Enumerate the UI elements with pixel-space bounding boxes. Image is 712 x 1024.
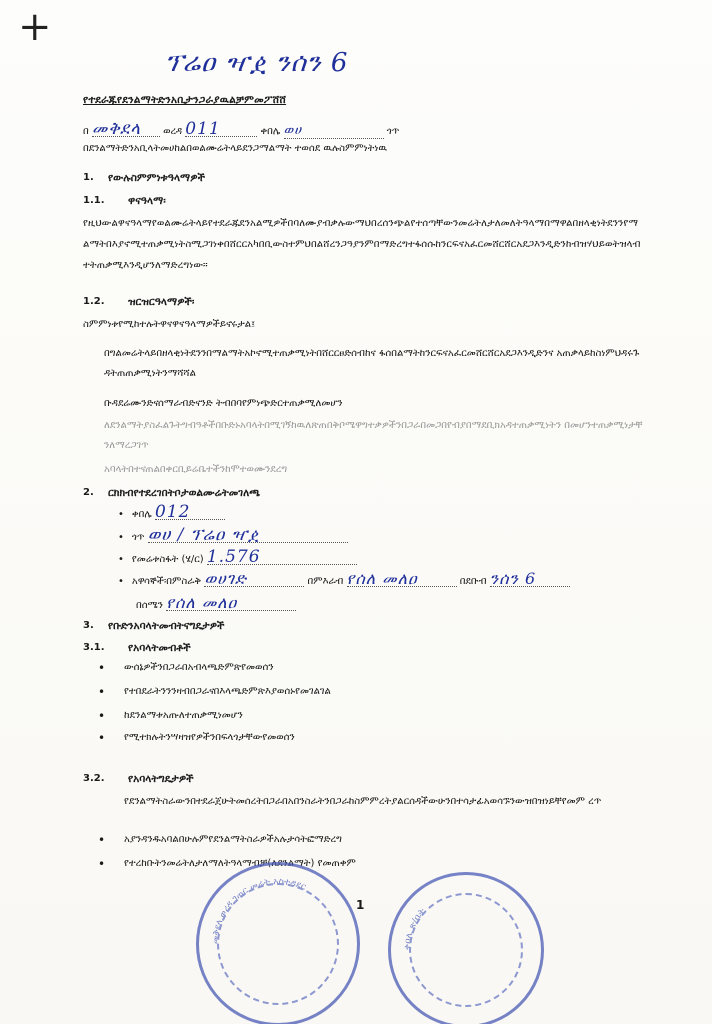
handwritten-header: ፕሬዐ ዣዸ ንሰን 6 — [165, 48, 349, 78]
document-title: የተደራጁየደንልማትድንአቢታንጋራያዉልቻምመፖሸሸ — [83, 94, 287, 106]
list-item: • የደንልማትስራውንበተደራጀሁትመሰረትበጋራበአበንስራትንበጋራከስምምረትያልርሰዳችውሁንበተሳታፊአወሳኙንውዝበዝነይቸየመም ረጥ — [124, 792, 654, 832]
intro-got-label: ጎጥ — [386, 126, 400, 137]
svg-text:ቀበሌ ጽ/ቤት: ቀበሌ ጽ/ቤት — [402, 906, 428, 951]
boundary-south-label: በደቡብ — [459, 576, 487, 587]
boundary-east-value: ወሀገድ — [204, 572, 304, 587]
intro-line — [83, 119, 400, 139]
intro-woreda-label: ወረዳ — [163, 126, 183, 137]
official-stamp-left — [196, 862, 360, 1024]
field-kebele: • ቀበሌ 012 — [118, 505, 225, 522]
section3-number: 3. — [83, 620, 94, 631]
intro-text: በደንልማትድንአቢላትመሀከልበወልሙሬትላይደንጋማልማት ተወሰደ ዉሉስምምነትነዉ — [83, 143, 388, 154]
list-item: • በግልመሬትላይበዘላቂነትደንንበማልማትአኮኖሚተጠቃሚነትበሸርርፀድሰብከና ፋሰበልማትከንርፍናአፈርመሸርሸርአደጋእንዲድንና አጠቃላይከስነምህዳሩጉዳትጠጠቃሚነትንማሻሻል — [104, 344, 644, 384]
list-item: • አያንዳንዱአባልበሁሉምየደንልማትስራዎችአሉታሳትፎማድረግ — [124, 830, 654, 850]
boundary-north-label: በሰሜን — [136, 600, 163, 611]
section1-1-number: 1.1. — [83, 195, 105, 206]
section2-heading: ርክክብየተደረገበትቦታወልሙሬትመገለጫ — [108, 487, 261, 499]
field-kebele-value: 012 — [155, 505, 225, 520]
section1-1-heading: ዋናዓላማ፡ — [128, 195, 166, 207]
section3-2-number: 3.2. — [83, 773, 105, 784]
intro-kebele-label: ቀበሌ — [260, 126, 281, 137]
list-item: • ለደንልማትያስፈልጉትግብዓቶችበቡድኑአባላትበሚገኝከዉለጽጠበቅቦሜዋግተቃዎችንበጋራበመጋበየብያበማደቢክአዳተጠቃሚነትን በመሆንተጠቃሚነታቸንለማረጋገጥ — [104, 416, 644, 456]
list-item: • የተበደራትንንንዛብበጋራናበእላጫድምጽእያወሰኑየመገልገል — [124, 682, 624, 702]
list-item: • ከደንልማቱአጡለተጠቃሚነመሆን — [124, 706, 624, 726]
boundary-west-label: በምእራብ — [307, 576, 344, 587]
section1-2-intro: ስምምነቱየሚከተሉትዋናዋናዓላማዎችይኖሩታል፤ — [83, 319, 256, 330]
field-kebele-label: ቀበሌ — [131, 509, 152, 520]
list-item: • ውሰኔዎችንበጋራበአብላጫድምጽየመወሰን — [124, 658, 624, 678]
boundary-west-value: የሰለ መለዐ — [347, 572, 457, 587]
list-item: • የሚተክሉትንሣዛዝየዎችንበፍላጎታቸውየመወሰን — [124, 728, 624, 748]
field-got-label: ጎጥ — [131, 532, 145, 543]
boundary-south-value: ንሰን 6 — [490, 572, 570, 587]
field-got: • ጎጥ ወሀ / ፕሬዐ ዣዸ — [118, 528, 348, 545]
field-area-value: 1.576 — [207, 550, 357, 565]
list-item: • ቡዳደሬሙንድናሰማራብድናንድ ትብበባየምነጭድርተጠቃሚለመሆን — [104, 394, 644, 414]
svg-text:መቅደላ ወረዳ ገጠር መሬት አስተዳደር: መቅደላ ወረዳ ገጠር መሬት አስተዳደር — [210, 876, 308, 945]
section1-number: 1. — [83, 172, 94, 183]
page-number: 1 — [356, 898, 365, 912]
stamp-left-ring-text — [199, 865, 357, 1023]
section3-1-heading: የአባላትመብቶች — [128, 642, 191, 654]
section1-1-text: የዚህውልዋናዓላማየወልሙሬትላይየተደራጁደንአልሚዎችበባለሙያብቃሉውማህበረሰንጭልየተሰጣቸውንመሬትለታለመለትዓላማበማዋልበዘላቂነትደንንየማልማትበእያኖሚተጠቃሚነትስሚጋገነቀበሸርርአካበቢውስተምህበልሸረንጋዓያንምበማድረግተፋሰሱከንርፍናአፈርመሸርሸርአደጋእንዲድንከብዝሃህይወትዝላብተትጠቃሚእንዲሆንለማድረግነው። — [83, 218, 641, 271]
intro-got-value: ወሀ — [284, 124, 384, 139]
list-item: • የተረከቡትንመሬትለታለማለትዓላማብቻ(ለደንልማት) የመጠቀም — [124, 854, 654, 874]
field-got-value: ወሀ / ፕሬዐ ዣዸ — [148, 528, 348, 543]
corner-mark: + — [18, 4, 53, 50]
section1-2-number: 1.2. — [83, 296, 105, 307]
section1-2-heading: ዝርዝርዓላማዎች፡ — [128, 296, 195, 308]
intro-kebele-value: 011 — [185, 122, 257, 137]
field-boundary-north — [136, 593, 296, 613]
intro-prefix: በ — [83, 126, 89, 137]
section2-number: 2. — [83, 487, 94, 498]
section3-2-heading: የአባላትግዴታዎች — [128, 773, 194, 785]
boundary-east-label: አዋሳኞች፡በምስራቅ — [131, 576, 202, 587]
field-boundaries: • አዋሳኞች፡በምስራቅ ወሀገድ በምእራብ የሰለ መለዐ በደቡብ ንሰን 6 — [118, 572, 570, 589]
field-area: • የመሬቱስፋት (ሄ/ር) 1.576 — [118, 550, 357, 567]
section3-heading: የቡድንአባላትመብትናግዴታዎች — [108, 620, 225, 632]
intro-woreda-value: መቅደላ — [92, 122, 160, 137]
section1-heading: የውሉስምምነቱዓላማዎች — [108, 172, 205, 184]
list-item: • አባላትበተናጠልበቀርቢይሬቤተችንከሞተወሙንደረግ — [104, 460, 644, 480]
stamp-right-ring-text — [391, 875, 541, 1024]
official-stamp-right — [388, 872, 544, 1024]
section3-1-number: 3.1. — [83, 642, 105, 653]
field-area-label: የመሬቱስፋት (ሄ/ር) — [131, 554, 204, 565]
boundary-north-value: የሰለ መለዐ — [166, 596, 296, 611]
